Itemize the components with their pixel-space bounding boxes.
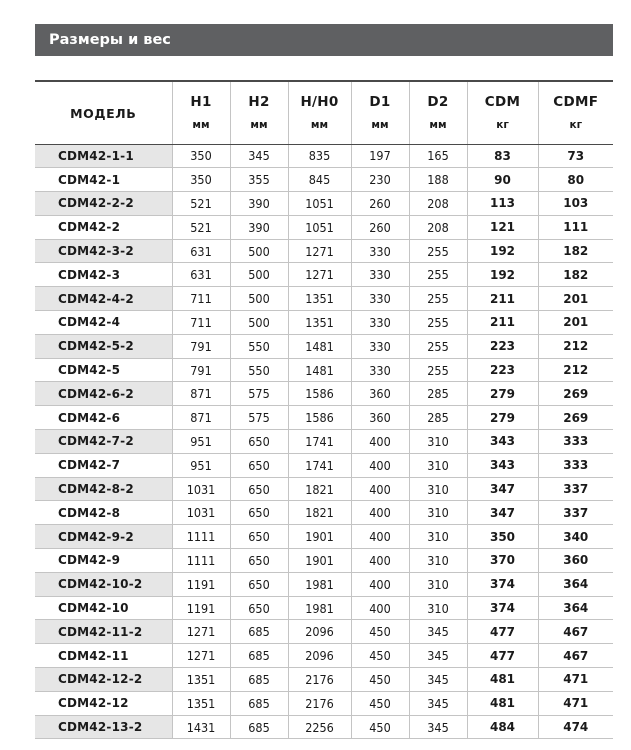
cell-h2: 650 [230,453,288,477]
table-row [35,382,613,406]
table-row [35,691,613,715]
cell-d2: 208 [409,192,467,216]
cell-h1: 631 [172,263,230,287]
header-cdm [467,81,538,144]
cell-h1: 631 [172,239,230,263]
cell-cdmf: 333 [538,430,613,454]
cell-h1: 350 [172,168,230,192]
cell-d2: 255 [409,287,467,311]
cell-cdmf: 467 [538,620,613,644]
cell-cdmf: 212 [538,358,613,382]
cell-h1: 1191 [172,572,230,596]
cell-model: CDM42-7 [35,453,172,477]
cell-h-h0: 1351 [288,311,351,335]
cell-d2: 255 [409,239,467,263]
cell-model: CDM42-4 [35,311,172,335]
cell-h1: 951 [172,453,230,477]
cell-model: CDM42-12 [35,691,172,715]
cell-cdmf: 337 [538,501,613,525]
cell-h1: 1271 [172,620,230,644]
table-row [35,311,613,335]
cell-model: CDM42-12-2 [35,668,172,692]
cell-h1: 711 [172,311,230,335]
cell-d1: 330 [351,263,409,287]
cell-h-h0: 1981 [288,596,351,620]
cell-h2: 650 [230,596,288,620]
cell-d2: 255 [409,334,467,358]
cell-cdm: 211 [467,311,538,335]
cell-d1: 400 [351,453,409,477]
cell-h1: 711 [172,287,230,311]
cell-cdm: 223 [467,358,538,382]
table-row [35,263,613,287]
cell-d2: 255 [409,263,467,287]
cell-h-h0: 1271 [288,239,351,263]
cell-h-h0: 1586 [288,406,351,430]
cell-d2: 345 [409,691,467,715]
cell-h1: 521 [172,192,230,216]
table-row [35,715,613,739]
header-h2 [230,81,288,144]
table-row [35,406,613,430]
cell-cdmf: 471 [538,668,613,692]
cell-h2: 650 [230,525,288,549]
cell-d2: 310 [409,525,467,549]
cell-cdm: 484 [467,715,538,739]
table-row [35,168,613,192]
cell-h2: 355 [230,168,288,192]
cell-h1: 871 [172,382,230,406]
cell-cdmf: 337 [538,477,613,501]
table-row [35,477,613,501]
header-d1-label: D1 [369,94,391,111]
cell-cdmf: 212 [538,334,613,358]
cell-model: CDM42-1-1 [35,144,172,168]
cell-cdmf: 73 [538,144,613,168]
cell-h2: 500 [230,287,288,311]
cell-h2: 390 [230,192,288,216]
cell-h-h0: 1481 [288,334,351,358]
cell-d2: 165 [409,144,467,168]
header-h1-unit: мм [192,119,210,132]
cell-model: CDM42-5-2 [35,334,172,358]
header-h-h0 [288,81,351,144]
cell-h-h0: 1981 [288,572,351,596]
table-row [35,644,613,668]
cell-d1: 400 [351,549,409,573]
header-d1-unit: мм [371,119,389,132]
cell-cdm: 481 [467,668,538,692]
cell-cdm: 343 [467,430,538,454]
table-row [35,596,613,620]
cell-d2: 310 [409,477,467,501]
cell-h2: 550 [230,334,288,358]
cell-h1: 1431 [172,715,230,739]
cell-model: CDM42-1 [35,168,172,192]
cell-d1: 450 [351,715,409,739]
header-cdm-unit: кг [496,119,509,132]
cell-model: CDM42-8 [35,501,172,525]
cell-d2: 345 [409,715,467,739]
cell-cdm: 223 [467,334,538,358]
cell-cdmf: 182 [538,239,613,263]
cell-h1: 1111 [172,525,230,549]
cell-d1: 330 [351,358,409,382]
cell-cdm: 347 [467,477,538,501]
cell-h-h0: 1901 [288,549,351,573]
cell-d2: 310 [409,596,467,620]
header-h1 [172,81,230,144]
section-title: Размеры и вес [35,24,613,56]
cell-cdm: 350 [467,525,538,549]
cell-d1: 400 [351,572,409,596]
cell-h2: 500 [230,311,288,335]
cell-d1: 330 [351,311,409,335]
cell-model: CDM42-13-2 [35,715,172,739]
cell-model: CDM42-2 [35,215,172,239]
cell-h2: 685 [230,668,288,692]
cell-d1: 260 [351,215,409,239]
cell-d1: 400 [351,501,409,525]
cell-h-h0: 2256 [288,715,351,739]
cell-h-h0: 1481 [288,358,351,382]
cell-cdm: 90 [467,168,538,192]
cell-h2: 685 [230,620,288,644]
cell-d1: 330 [351,334,409,358]
table-row [35,192,613,216]
cell-d1: 330 [351,239,409,263]
cell-h2: 685 [230,691,288,715]
cell-h2: 650 [230,549,288,573]
cell-cdmf: 201 [538,311,613,335]
cell-model: CDM42-6 [35,406,172,430]
cell-cdm: 279 [467,382,538,406]
table-header [35,81,613,144]
cell-h1: 791 [172,358,230,382]
cell-cdm: 113 [467,192,538,216]
cell-cdm: 192 [467,263,538,287]
header-d2-label: D2 [427,94,449,111]
table-row [35,287,613,311]
cell-d2: 285 [409,382,467,406]
cell-d1: 450 [351,644,409,668]
header-h-h0-unit: мм [310,119,329,132]
cell-h1: 951 [172,430,230,454]
cell-d2: 345 [409,620,467,644]
cell-model: CDM42-2-2 [35,192,172,216]
table-row [35,572,613,596]
cell-model: CDM42-9-2 [35,525,172,549]
cell-h-h0: 1741 [288,430,351,454]
cell-d1: 400 [351,596,409,620]
cell-d1: 230 [351,168,409,192]
cell-h1: 791 [172,334,230,358]
cell-d1: 450 [351,691,409,715]
cell-h-h0: 1586 [288,382,351,406]
cell-h2: 650 [230,501,288,525]
cell-model: CDM42-4-2 [35,287,172,311]
cell-d2: 188 [409,168,467,192]
cell-h2: 575 [230,406,288,430]
cell-h2: 550 [230,358,288,382]
cell-h2: 500 [230,263,288,287]
table-row [35,453,613,477]
table-row [35,239,613,263]
table-row [35,215,613,239]
cell-cdmf: 474 [538,715,613,739]
cell-d1: 450 [351,620,409,644]
cell-d2: 208 [409,215,467,239]
cell-d2: 310 [409,453,467,477]
cell-cdmf: 364 [538,572,613,596]
table-row [35,525,613,549]
cell-h2: 685 [230,715,288,739]
cell-cdm: 192 [467,239,538,263]
cell-cdm: 83 [467,144,538,168]
cell-d2: 255 [409,311,467,335]
cell-d2: 345 [409,644,467,668]
cell-cdm: 121 [467,215,538,239]
cell-model: CDM42-7-2 [35,430,172,454]
cell-h1: 350 [172,144,230,168]
header-cdmf [538,81,613,144]
header-d1 [351,81,409,144]
cell-h-h0: 2176 [288,691,351,715]
cell-d1: 450 [351,668,409,692]
cell-d1: 360 [351,382,409,406]
cell-model: CDM42-3-2 [35,239,172,263]
cell-h-h0: 1821 [288,477,351,501]
cell-d1: 400 [351,430,409,454]
cell-h2: 650 [230,572,288,596]
cell-cdmf: 269 [538,382,613,406]
cell-d2: 310 [409,501,467,525]
header-cdm-label: CDM [484,94,521,111]
cell-cdmf: 471 [538,691,613,715]
cell-cdm: 343 [467,453,538,477]
cell-d1: 330 [351,287,409,311]
cell-cdm: 374 [467,572,538,596]
header-model-label: МОДЕЛЬ [70,106,137,122]
table-row [35,549,613,573]
header-h1-label: H1 [190,94,212,111]
cell-d1: 260 [351,192,409,216]
cell-model: CDM42-11 [35,644,172,668]
cell-h-h0: 2096 [288,644,351,668]
table-row [35,430,613,454]
cell-h2: 575 [230,382,288,406]
cell-model: CDM42-8-2 [35,477,172,501]
cell-h1: 1031 [172,477,230,501]
cell-model: CDM42-10-2 [35,572,172,596]
cell-cdm: 481 [467,691,538,715]
table-body [35,144,613,739]
cell-d2: 255 [409,358,467,382]
cell-cdmf: 360 [538,549,613,573]
cell-model: CDM42-5 [35,358,172,382]
table-row [35,144,613,168]
cell-cdmf: 333 [538,453,613,477]
table-row [35,358,613,382]
cell-h-h0: 835 [288,144,351,168]
cell-model: CDM42-10 [35,596,172,620]
cell-d2: 345 [409,668,467,692]
cell-h1: 1271 [172,644,230,668]
cell-h1: 1191 [172,596,230,620]
cell-h-h0: 2096 [288,620,351,644]
dimensions-weight-table [35,80,613,739]
cell-cdmf: 111 [538,215,613,239]
cell-model: CDM42-6-2 [35,382,172,406]
cell-h-h0: 1051 [288,215,351,239]
cell-cdmf: 340 [538,525,613,549]
cell-h2: 345 [230,144,288,168]
header-h-h0-label: H/H0 [300,94,339,111]
cell-cdm: 347 [467,501,538,525]
cell-cdmf: 364 [538,596,613,620]
cell-d2: 310 [409,549,467,573]
cell-d1: 360 [351,406,409,430]
header-h2-label: H2 [248,94,270,111]
cell-h2: 650 [230,477,288,501]
cell-h-h0: 1901 [288,525,351,549]
cell-h-h0: 1741 [288,453,351,477]
header-row [35,81,613,144]
cell-h-h0: 1051 [288,192,351,216]
cell-h1: 1351 [172,691,230,715]
header-d2-unit: мм [429,119,447,132]
cell-cdm: 477 [467,644,538,668]
cell-cdm: 370 [467,549,538,573]
table-row [35,334,613,358]
cell-d2: 310 [409,430,467,454]
cell-d1: 400 [351,477,409,501]
cell-cdm: 374 [467,596,538,620]
cell-h1: 1111 [172,549,230,573]
cell-h1: 521 [172,215,230,239]
cell-h1: 1351 [172,668,230,692]
cell-model: CDM42-3 [35,263,172,287]
cell-cdmf: 201 [538,287,613,311]
cell-model: CDM42-11-2 [35,620,172,644]
cell-h1: 1031 [172,501,230,525]
header-cdmf-unit: кг [569,119,583,132]
cell-h-h0: 1271 [288,263,351,287]
cell-cdmf: 80 [538,168,613,192]
cell-h2: 390 [230,215,288,239]
cell-h1: 871 [172,406,230,430]
cell-h-h0: 1821 [288,501,351,525]
header-cdmf-label: CDMF [553,94,599,111]
cell-cdmf: 103 [538,192,613,216]
table-row [35,501,613,525]
header-h2-unit: мм [250,119,268,132]
cell-h2: 685 [230,644,288,668]
cell-h-h0: 1351 [288,287,351,311]
cell-h-h0: 845 [288,168,351,192]
cell-cdmf: 269 [538,406,613,430]
header-d2 [409,81,467,144]
cell-d2: 285 [409,406,467,430]
cell-cdm: 211 [467,287,538,311]
cell-d2: 310 [409,572,467,596]
cell-h-h0: 2176 [288,668,351,692]
header-model [35,81,172,144]
table-row [35,668,613,692]
cell-cdm: 477 [467,620,538,644]
cell-d1: 400 [351,525,409,549]
cell-h2: 500 [230,239,288,263]
cell-h2: 650 [230,430,288,454]
cell-d1: 197 [351,144,409,168]
cell-cdmf: 467 [538,644,613,668]
cell-cdm: 279 [467,406,538,430]
table-row [35,620,613,644]
cell-model: CDM42-9 [35,549,172,573]
cell-cdmf: 182 [538,263,613,287]
